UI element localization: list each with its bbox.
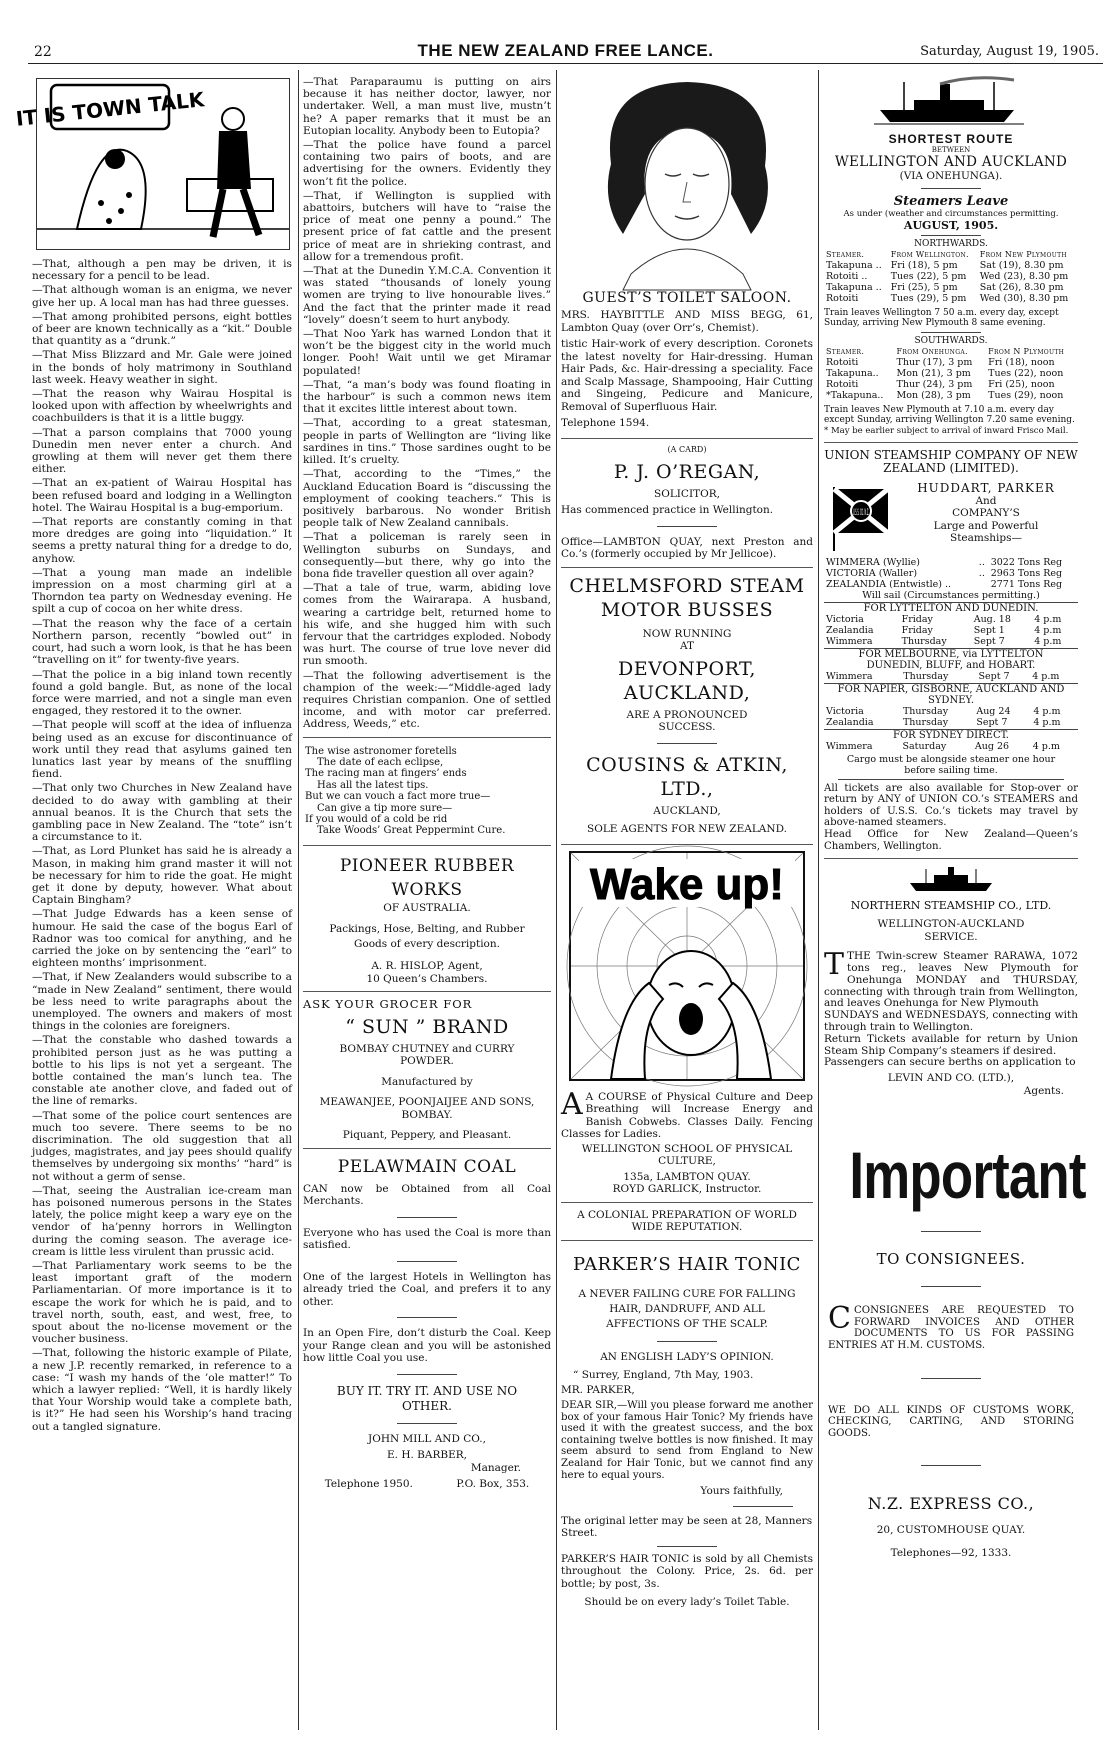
tonic-title: PARKER’S HAIR TONIC: [573, 1253, 801, 1275]
table-row: [824, 260, 1078, 271]
table-row: [824, 379, 1078, 390]
company-flag-icon: [828, 485, 890, 551]
important-ad: [824, 1137, 1086, 1559]
table-cell: Thursday: [903, 670, 949, 682]
route-conditions: As under (weather and circumstances permitting.: [843, 208, 1059, 219]
table-cell: From N Plymouth: [988, 346, 1065, 356]
town-talk-item: —That among prohibited persons, eight bottles of beer are known technically as a “kit.” Double that quantity as a “drunk.”: [32, 310, 292, 348]
sailing-heading: FOR SYDNEY DIRECT.: [824, 729, 1078, 741]
table-cell: Mon (28), 3 pm: [896, 389, 971, 401]
town-talk-item: —That people will scoff at the idea of influenza being used as an excuse for discontinuance of work until they read that asylums gained ten lunatics last year by means of the snuffling fiend.: [32, 719, 292, 781]
route-between: BETWEEN: [931, 146, 971, 154]
southwards-table: [824, 346, 1078, 401]
table-cell: Wimmera: [826, 635, 873, 647]
chelmsford-pronounced: ARE A PRONOUNCED: [626, 708, 748, 721]
tonic-letter-body: DEAR SIR,—Will you please forward me another box of your famous Hair Tonic? My friends have used it with the greatest success, and the box containing twelve bottles is now finished. It may seem absurd to send from England to New Zealand for Hair Tonic, but we cannot find any here to equal yours.: [561, 1400, 813, 1481]
cousins-agents: SOLE AGENTS FOR NEW ZEALAND.: [587, 823, 787, 835]
train-south-note: Train leaves New Plymouth at 7.10 a.m. every day except Sunday, arriving Wellington 7.20 same evening.: [824, 404, 1075, 425]
rubber-title: PIONEER RUBBER WORKS: [339, 855, 515, 900]
saloon-title: GUEST’S TOILET SALOON.: [582, 290, 792, 306]
coal-p1: CAN now be Obtained from all Coal Merchants.: [303, 1182, 551, 1208]
table-cell: From Onehunga.: [896, 346, 968, 356]
sun-brand-ad: [303, 998, 551, 1142]
union-title: UNION STEAMSHIP COMPANY OF NEW ZEALAND (LIMITED).: [824, 447, 1078, 475]
table-cell: Rotoiti: [826, 378, 859, 390]
cousins-city: AUCKLAND,: [653, 804, 721, 817]
tonic-letter-addressee: MR. PARKER,: [561, 1383, 635, 1396]
sailing-table: [824, 741, 1078, 752]
table-cell: Aug. 18: [973, 613, 1011, 625]
table-cell: Fri (25), noon: [988, 378, 1055, 390]
town-talk-item: —That, according to a great statesman, people in parts of Wellington are “living like sardines in tins.” Those sardines ought to be killed. It’s cruelty.: [303, 417, 551, 467]
solicitor-role: SOLICITOR,: [654, 487, 720, 500]
huddart-steamships: Steamships—: [950, 532, 1022, 544]
guests-toilet-saloon-ad: [561, 290, 813, 430]
town-talk-item: —That, if New Zealanders would subscribe to a “made in New Zealand” sentiment, there would be less need to write paragraphs about the unemployed. The owners and makers of most things in the colonies are foreigners.: [32, 971, 292, 1033]
table-cell: Wed (23), 8.30 pm: [979, 270, 1069, 282]
tonic-should: Should be on every lady’s Toilet Table.: [584, 1596, 790, 1609]
table-row: [824, 357, 1078, 368]
page-number: 22: [34, 44, 52, 60]
sun-products: BOMBAY CHUTNEY and CURRY POWDER.: [339, 1042, 515, 1068]
important-consignees: TO CONSIGNEES.: [876, 1250, 1026, 1269]
table-cell: Takapuna..: [826, 367, 879, 379]
northern-route-ad: [824, 132, 1078, 436]
table-cell: Thur (17), 3 pm: [896, 356, 973, 368]
table-cell: Tues (29), 5 pm: [890, 292, 967, 304]
table-row: [824, 282, 1078, 293]
table-cell: Tues (29), noon: [988, 389, 1064, 401]
pelawmain-coal-ad: [303, 1155, 551, 1491]
table-row: [824, 271, 1078, 282]
route-cities: WELLINGTON AND AUCKLAND: [834, 154, 1068, 170]
table-cell: Fri (25), 5 pm: [890, 281, 958, 293]
wake-up-illustration: [569, 851, 805, 1081]
table-cell: From New Plymouth: [979, 249, 1067, 259]
huddart-large: Large and Powerful: [933, 519, 1039, 532]
table-cell: Friday: [901, 624, 933, 636]
town-talk-item: —That, although a pen may be driven, it is necessary for a pencil to be lead.: [32, 258, 292, 283]
rubber-address: 10 Queen’s Chambers.: [366, 972, 488, 985]
newspaper-title: THE NEW ZEALAND FREE LANCE.: [417, 41, 714, 60]
table-cell: Rotoiti: [826, 292, 859, 304]
table-cell: From Wellington.: [890, 249, 969, 259]
town-talk-item: —That, seeing the Australian ice-cream man has poisoned numerous persons in the States lately, the police might keep a wary eye on the vendor of ha’penny horrors in Wellington during the coming season. The average ice-cream is little less virulent than prussic acid.: [32, 1184, 292, 1258]
table-cell: Fri (18), noon: [988, 356, 1055, 368]
table-cell: Takapuna ..: [826, 281, 882, 293]
table-cell: Sat (26), 8.30 pm: [979, 281, 1064, 293]
table-cell: Tues (22), noon: [988, 367, 1064, 379]
poem-line: The wise astronomer foretells: [305, 745, 457, 757]
physical-instructor: ROYD GARLICK, Instructor.: [612, 1183, 762, 1195]
will-sail: Will sail (Circumstances permitting.): [862, 589, 1040, 601]
table-row: [824, 579, 1078, 590]
coal-po-box: P.O. Box, 353.: [456, 1478, 530, 1491]
northwards-label: NORTHWARDS.: [914, 238, 988, 249]
union-steamship-ad: [824, 449, 1078, 853]
table-cell: Steamer.: [826, 346, 865, 356]
physical-address: 135a, LAMBTON QUAY.: [623, 1170, 751, 1183]
frisco-note: * May be earlier subject to arrival of inward Frisco Mail.: [824, 425, 1069, 436]
town-talk-item: —That Miss Blizzard and Mr. Gale were joined in the bonds of holy matrimony in Southland last week. Heavy weather in sight.: [32, 349, 292, 386]
oregan-card: [561, 445, 813, 561]
column-3: [561, 74, 813, 1740]
table-cell: Sept 1: [973, 624, 1005, 636]
card-label: (A CARD): [667, 444, 707, 454]
huddart-parker: HUDDART, PARKER: [917, 480, 1055, 495]
table-cell: Takapuna ..: [826, 259, 882, 271]
coal-p2: Everyone who has used the Coal is more than satisfied.: [303, 1226, 551, 1252]
chelmsford-title: CHELMSFORD STEAM: [569, 574, 805, 597]
sun-brand: “ SUN ” BRAND: [345, 1015, 509, 1038]
nz-express-address: 20, CUSTOMHOUSE QUAY.: [876, 1524, 1026, 1537]
town-talk-item: —That a young man made an indelible impression on a most charming girl at a Thorndon tea party on Wednesday evening. He spilt a cup of cocoa on her white dress.: [32, 566, 292, 616]
table-cell: Thursday: [902, 705, 949, 717]
town-talk-item: —That an ex-patient of Wairau Hospital has been refused board and lodging in a Wellington hotel. The Wairau Hospital is a bug-emporium.: [32, 477, 292, 514]
town-talk-item: —That Noo Yark has warned London that it won’t be the biggest city in the world much longer. Pooh! Wait until we get Miramar populated!: [303, 328, 551, 377]
table-cell: Thursday: [902, 716, 949, 728]
chelmsford-place: DEVONPORT, AUCKLAND,: [618, 657, 756, 704]
northern-steamship-ad: [824, 899, 1078, 1097]
poem-line: The date of each eclipse,: [317, 756, 444, 768]
peppermint-poem: [303, 746, 551, 837]
poem-line: But we can vouch a fact more true—: [305, 791, 491, 803]
table-cell: 2771 Tons Reg: [990, 578, 1063, 590]
table-cell: 3022 Tons Reg: [990, 556, 1063, 568]
table-cell: Mon (21), 3 pm: [896, 367, 971, 379]
chelmsford-subtitle: MOTOR BUSSES: [600, 598, 774, 621]
ticket-note: All tickets are also available for Stop-over or return by ANY of UNION CO.’s STEAMERS and holders of U.S.S. Co.’s tickets may travel by above-named steamers.: [824, 782, 1078, 829]
route-title: SHORTEST ROUTE: [888, 132, 1014, 146]
northern-passengers: Passengers can secure berths on application to: [824, 1056, 1076, 1069]
town-talk-item: —That the police in a big inland town recently found a gold bangle. But, as none of the local force were married, and not a single man even engaged, they restored it to the owner.: [32, 668, 292, 718]
table-row: [824, 568, 1078, 579]
table-cell: Zealandia: [826, 716, 874, 728]
sailing-heading: FOR LYTTELTON AND DUNEDIN.: [824, 602, 1078, 614]
table-row: [824, 557, 1078, 568]
column-rule: [556, 70, 557, 1730]
table-cell: Victoria: [826, 705, 864, 717]
poem-line: Has all the latest tips.: [317, 779, 429, 791]
table-row: [824, 717, 1078, 728]
coal-p3: One of the largest Hotels in Wellington has already tried the Coal, and prefers it to any other.: [303, 1270, 551, 1308]
huddart-and: And: [975, 494, 997, 507]
table-row: [824, 706, 1078, 717]
issue-date: Saturday, August 19, 1905.: [920, 44, 1099, 59]
physical-school: WELLINGTON SCHOOL OF PHYSICAL CULTURE,: [581, 1142, 793, 1167]
table-cell: Zealandia: [826, 624, 874, 636]
poem-line: The racing man at fingers’ ends: [305, 768, 467, 780]
sun-manufactured: Manufactured by: [381, 1075, 473, 1088]
table-cell: Friday: [901, 613, 933, 625]
table-cell: 4 p.m: [1032, 740, 1060, 752]
coal-title: PELAWMAIN COAL: [337, 1156, 517, 1177]
table-cell: Thursday: [901, 635, 947, 647]
table-cell: Sept 7: [973, 635, 1005, 647]
table-cell: Wimmera: [826, 740, 873, 752]
solicitor-office: Office—LAMBTON QUAY, next Preston and Co.’s (formerly occupied by Mr Jellicoe).: [561, 535, 813, 560]
table-cell: Sat (19), 8.30 pm: [979, 259, 1064, 271]
levin-agents: Agents.: [1023, 1084, 1064, 1097]
coal-telephone: Telephone 1950.: [324, 1478, 413, 1491]
table-cell: Aug 26: [974, 740, 1010, 752]
chelmsford-at: AT: [679, 640, 694, 652]
sun-lead: ASK YOUR GROCER FOR: [303, 997, 473, 1012]
table-row: [824, 368, 1078, 379]
table-row: [824, 671, 1078, 682]
saloon-intro: MRS. HAYBITTLE AND MISS BEGG, 61, Lambton Quay (over Orr’s, Chemist).: [561, 309, 813, 334]
table-cell: Tues (22), 5 pm: [890, 270, 967, 282]
important-customs: WE DO ALL KINDS OF CUSTOMS WORK, CHECKING, CARTING, AND STORING GOODS.: [828, 1404, 1074, 1439]
table-row: [824, 293, 1078, 304]
sun-tagline: Piquant, Peppery, and Pleasant.: [342, 1129, 512, 1142]
rubber-body: Packings, Hose, Belting, and Rubber Goods of every description.: [329, 923, 525, 951]
rubber-sub: OF AUSTRALIA.: [383, 901, 471, 914]
chelmsford-now: NOW RUNNING: [642, 627, 732, 640]
northern-body: TTHE Twin-screw Steamer RARAWA, 1072 tons reg., leaves New Plymouth for Onehunga MONDAY and THURSDAY, connecting with through train from Wellington, and leaves Onehunga for New Plymouth: [824, 947, 1078, 1010]
table-cell: 4 p.m: [1033, 705, 1061, 717]
table-cell: *Takapuna..: [826, 389, 884, 401]
ships-table: [824, 557, 1078, 590]
table-row: [824, 625, 1078, 636]
coal-p7: E. H. BARBER,: [386, 1449, 467, 1462]
sailing-heading: FOR MELBOURNE, via LYTTELTON DUNEDIN, BLUFF, and HOBART.: [824, 648, 1078, 671]
table-cell: Wimmera: [826, 670, 873, 682]
lady-portrait: [561, 74, 813, 290]
cousins-atkin: COUSINS & ATKIN, LTD.,: [586, 753, 788, 800]
town-talk-item: —That, “a man’s body was found floating in the harbour” is such a common news item that it excites little interest about town.: [303, 378, 551, 416]
town-talk-cartoon: [14, 78, 290, 250]
table-cell: Rotoiti ..: [826, 270, 868, 282]
sun-maker: MEAWANJEE, POONJAIJEE AND SONS, BOMBAY.: [319, 1096, 535, 1121]
route-month: AUGUST, 1905.: [903, 218, 999, 232]
table-cell: [977, 579, 989, 590]
table-cell: Saturday: [902, 740, 947, 752]
town-talk-item: —That the reason why the face of a certain Northern parson, recently “bowled out” in court, had such a worn look, is that he has been “travelling on it” for twenty-five years.: [32, 617, 292, 667]
table-cell: Wed (30), 8.30 pm: [979, 292, 1069, 304]
sailing-table: [824, 706, 1078, 728]
small-steamer-icon: [824, 865, 1078, 895]
table-cell: Rotoiti: [826, 356, 859, 368]
table-cell: 4 p.m: [1033, 716, 1061, 728]
important-request: CCONSIGNEES ARE REQUESTED TO FORWARD INVOICES AND OTHER DOCUMENTS TO US FOR PASSING ENTRIES AT H.M. CUSTOMS.: [828, 1301, 1074, 1351]
train-north-note: Train leaves Wellington 7 50 a.m. every day, except Sunday, arriving New Plymouth 8 same evening.: [824, 307, 1059, 328]
sailing-table: [824, 614, 1078, 647]
tonic-opinion: AN ENGLISH LADY’S OPINION.: [600, 1350, 774, 1363]
sailing-heading: FOR NAPIER, GISBORNE, AUCKLAND AND SYDNEY.: [824, 683, 1078, 706]
colonial-preparation: A COLONIAL PREPARATION OF WORLD WIDE REPUTATION.: [577, 1208, 797, 1233]
table-cell: ..: [978, 567, 985, 579]
head-office: Head Office for New Zealand—Queen’s Chambers, Wellington.: [824, 829, 1078, 852]
route-leave: Steamers Leave: [893, 193, 1009, 209]
town-talk-item: —That a tale of true, warm, abiding love comes from the Wairarapa. A husband, wearing a cartridge belt, returned home to his wife, and she hugged him with such fervour that the cartridges exploded. Nobody was hurt. The course of true love never did run smooth.: [303, 582, 551, 668]
northwards-table: [824, 249, 1078, 304]
town-talk-item: —That, if Wellington is supplied with abattoirs, butchers will have to “raise the price of meat one penny a pound.” The present price of fat cattle and the present price of meat are in shrieking contrast, and allow for a tremendous profit.: [303, 189, 551, 263]
flag-lettering: U.S.S. CO. N.Z.: [853, 507, 869, 518]
town-talk-item: —That the reason why Wairau Hospital is looked upon with affection by wheelwrights and coachbuilders is that it is a little buggy.: [32, 388, 292, 425]
nz-express-telephones: Telephones—92, 1333.: [890, 1546, 1012, 1559]
parkers-hair-tonic-ad: [561, 1253, 813, 1609]
coal-p8: Manager.: [470, 1461, 521, 1474]
tonic-yours: Yours faithfully,: [700, 1485, 783, 1498]
table-cell: 4 p.m: [1032, 670, 1060, 682]
physical-body: A COURSE of Physical Culture and Deep Breathing will Increase Energy and Banish Cobwebs. Classes Daily. Fencing Classes for Ladies.: [561, 1090, 813, 1140]
table-cell: Steamer.: [826, 249, 865, 259]
coal-p4: In an Open Fire, don’t disturb the Coal. Keep your Range clean and you will be astonished how little Coal you use.: [303, 1327, 551, 1365]
levin-company: LEVIN AND CO. (LTD.),: [887, 1072, 1015, 1085]
northern-title: NORTHERN STEAMSHIP CO., LTD.: [850, 899, 1052, 913]
table-cell: 4 p.m: [1034, 613, 1062, 625]
physical-culture-ad: A A COURSE of Physical Culture and Deep Breathing will Increase Energy and Banish Cobwebs. Classes Daily. Fencing Classes for Ladies. WELLINGTON SCHOOL OF PHYSICAL CULTURE, 135a, LAMBTON QUAY. ROYD GARLICK, Instructor.: [561, 1086, 813, 1195]
northern-return: Return Tickets available for return by Union Steam Ship Company’s steamers if desired.: [824, 1032, 1078, 1057]
saloon-telephone: Telephone 1594.: [561, 417, 650, 429]
column-1: [14, 78, 292, 1738]
cartoon-lettering: IT IS TOWN TALK: [14, 87, 206, 131]
town-talk-item: —That Judge Edwards has a keen sense of humour. He said the case of the bogus Earl of Radnor was too comical for anything, and he carried the joke on by sentencing the “earl” to eighteen months’ imprisonment.: [32, 908, 292, 970]
table-cell: Sept 7: [978, 670, 1010, 682]
table-cell: Aug 24: [976, 705, 1011, 717]
town-talk-item: —That a policeman is rarely seen in Wellington suburbs on Sundays, and consequently—but there, why go into the bona fide traveller question all over again?: [303, 531, 551, 580]
cargo-note: Cargo must be alongside steamer one hour before sailing time.: [838, 754, 1064, 780]
poem-line: If you would of a cold be rid: [305, 814, 448, 825]
rubber-agent: A. R. HISLOP, Agent,: [371, 960, 483, 973]
town-talk-item: —That, following the historic example of Pilate, a new J.P. recently remarked, in reference to a case: “I wash my hands of the ’ole matter!” To which a lawyer replied: “Well, it is hardly likely that Your Worship would take a complete bath, is it?” He had seen his Worship’s hand tracing out a tangled signature.: [32, 1347, 292, 1433]
table-cell: VICTORIA (Waller): [826, 567, 918, 579]
southwards-label: SOUTHWARDS.: [914, 335, 988, 346]
pioneer-rubber-ad: [303, 854, 551, 986]
town-talk-item: —That at the Dunedin Y.M.C.A. Convention it was stated “thousands of lonely young women are trying to live honourable lives.” And the fact that the printer made it read “lovely” doesn’t seem to hurt anybody.: [303, 265, 551, 326]
column-2: [303, 76, 551, 1740]
coal-p6: JOHN MILL AND CO.,: [368, 1432, 486, 1445]
town-talk-item: —That although woman is an enigma, we never give her up. A local man has had three guesses.: [32, 284, 292, 309]
huddart-company: COMPANY’S: [952, 507, 1020, 519]
table-cell: Fri (18), 5 pm: [890, 259, 958, 271]
table-cell: WIMMERA (Wyllie): [826, 556, 921, 568]
town-talk-item: —That the following advertisement is the champion of the week:—“Middle-aged lady requires Christian companion. One of settled income, and with motor car preferred. Address, Weeds,” etc.: [303, 669, 551, 731]
table-cell: 4 p.m: [1034, 624, 1062, 636]
table-cell: ..: [978, 556, 985, 568]
table-row: [824, 614, 1078, 625]
chelmsford-ad: [561, 574, 813, 836]
solicitor-practice: Has commenced practice in Wellington.: [561, 504, 774, 516]
table-row: [824, 390, 1078, 401]
column-4: [824, 74, 1086, 1740]
town-talk-item: —That, as Lord Plunket has said he is already a Mason, in making him grand master it will not be necessary for him to ride the goat. He might get it done by deputy, however. What about Captain Bingham?: [32, 845, 292, 907]
town-talk-item: —That the constable who dashed towards a prohibited person just as he was putting a bottle to his lips is not yet a sergeant. The bottle contained the man’s lunch tea. The constable ate another clove, and faded out of the line of remarks.: [32, 1034, 292, 1108]
table-cell: 2963 Tons Reg: [990, 567, 1063, 579]
solicitor-name: P. J. O’REGAN,: [613, 460, 761, 483]
tonic-sold: PARKER’S HAIR TONIC is sold by all Chemists throughout the Colony. Price, 2s. 6d. per bottle; by post, 3s.: [561, 1552, 813, 1590]
table-cell: 4 p.m: [1034, 635, 1062, 647]
town-talk-item: —That, according to the “Times,” the Auckland Education Board is “discussing the employment of cooking teachers.” This is positively barbarous. No wonder British people talk of New Zealand cannibals.: [303, 468, 551, 530]
table-row: [824, 636, 1078, 647]
table-row: [824, 741, 1078, 752]
table-cell: Sept 7: [976, 716, 1008, 728]
table-cell: Victoria: [826, 613, 864, 625]
saloon-body: tistic Hair-work of every description. Coronets the latest novelty for Hair-dressing. Human Hair Pads, &c. Hair-dressing a speciality. Face and Scalp Massage, Shampooing, Hair Cutting and Singeing, Pedicure and Manicure, Removal of Superfluous Hair.: [561, 338, 813, 413]
masthead: [28, 36, 1103, 64]
tonic-tagline: A NEVER FAILING CURE FOR FALLING HAIR, DANDRUFF, AND ALL AFFECTIONS OF THE SCALP.: [578, 1287, 796, 1330]
town-talk-item: —That the police have found a parcel containing two pairs of boots, and are advertising for the owners. Evidently they won’t fit the police.: [303, 139, 551, 188]
northern-service: WELLINGTON-AUCKLAND SERVICE.: [877, 918, 1025, 943]
town-talk-item: —That Parliamentary work seems to be the least important graft of the modern Parliamentarian. Of more importance is it to escape the work for which he is paid, and to travel north, south, east, and west, free, to spout about the no-license movement or the voucher business.: [32, 1260, 292, 1346]
chelmsford-success: SUCCESS.: [658, 721, 716, 733]
poem-line: Can give a tip more sure—: [317, 802, 453, 814]
tonic-original: The original letter may be seen at 28, Manners Street.: [561, 1514, 813, 1540]
tonic-letter-place: “ Surrey, England, 7th May, 1903.: [573, 1369, 754, 1381]
column-rule: [298, 70, 299, 1730]
important-title: Important: [849, 1138, 1086, 1213]
table-cell: Thur (24), 3 pm: [896, 378, 973, 390]
nz-express: N.Z. EXPRESS CO.,: [867, 1494, 1035, 1514]
town-talk-item: —That a parson complains that 7000 young Dunedin men never enter a church. And growling at them will never get them there either.: [32, 426, 292, 476]
northern-sundays: SUNDAYS and WEDNESDAYS, connecting with through train to Wellington.: [824, 1009, 1078, 1034]
town-talk-item: —That some of the police court sentences are much too severe. There seems to be no discrimination. The old suggestion that all judges, magistrates, and jay pees should qualify themselves by undergoing six months’ “hard” is not without a germ of sense.: [32, 1109, 292, 1183]
town-talk-item: —That only two Churches in New Zealand have decided to do away with gambling at their annual beanos. It is the Church that sets the gambling pace in New Zealand. The “tote” isn’t a circumstance to it.: [32, 782, 292, 844]
poem-line: Take Woods’ Great Peppermint Cure.: [317, 825, 506, 837]
town-talk-item: —That reports are constantly coming in that more dredges are going into “liquidation.” It seems a pretty natural thing for a dredge to do, anyhow.: [32, 516, 292, 565]
route-via: (VIA ONEHUNGA).: [899, 170, 1003, 182]
coal-p5: BUY IT. TRY IT. AND USE NO OTHER.: [336, 1383, 518, 1413]
column-rule: [818, 70, 819, 1730]
steamer-illustration: [874, 74, 1078, 126]
town-talk-item: —That Paraparaumu is putting on airs because it has neither doctor, lawyer, nor undertaker. Well, a man must live, mustn’t he? A paper remarks that it must be an Eutopian locality. Anybody been to Eutopia?: [303, 76, 551, 137]
sailing-table: [824, 671, 1078, 682]
wake-up-heading: Wake up!: [590, 859, 784, 909]
table-cell: ZEALANDIA (Entwistle) ..: [826, 578, 951, 590]
